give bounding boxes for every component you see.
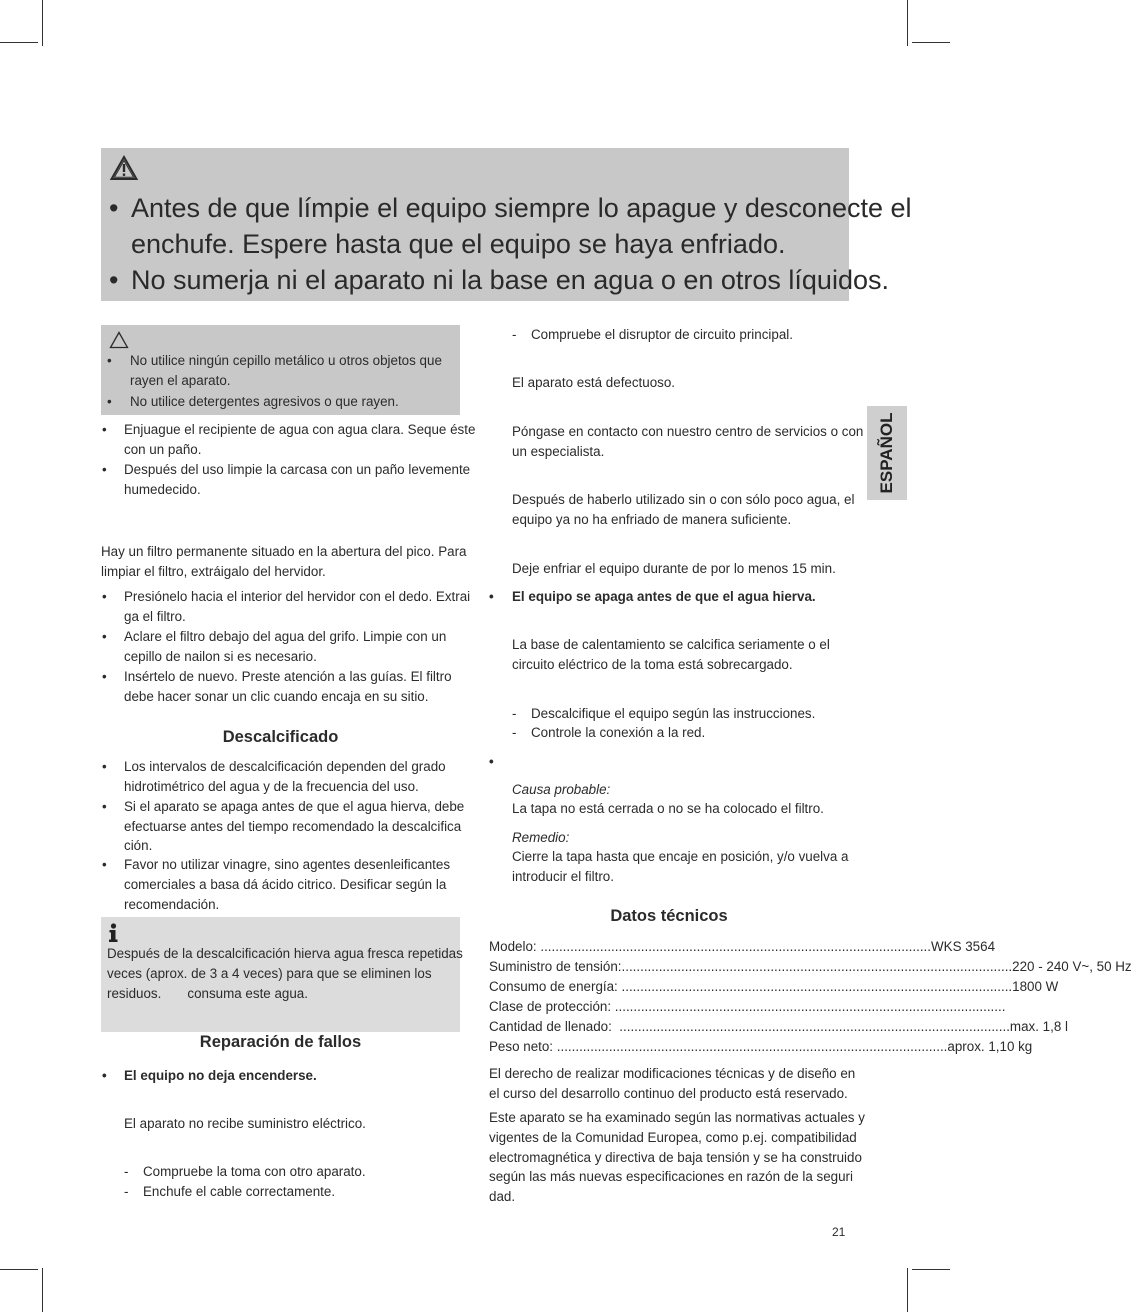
crop-mark (912, 1269, 950, 1270)
remedy-text: un especialista. (512, 444, 605, 459)
spec-row (489, 977, 1059, 997)
spec-leader: ......................................................................................................... (536, 939, 931, 954)
language-tab-label: ESPAÑOL (877, 412, 896, 494)
dash: - (124, 1164, 129, 1179)
trouble-title: El equipo se apaga antes de que el agua hierva. (512, 589, 816, 604)
remedy-item: Compruebe la toma con otro aparato. (143, 1164, 366, 1179)
spec-label: Modelo: (489, 939, 537, 954)
warning-text: Antes de que límpie el equipo siempre lo apague y desconecte el (131, 193, 912, 223)
bullet: • (102, 1068, 107, 1083)
info-text: Después de la descalcificación hierva agua fresca repetidas (107, 946, 463, 961)
spec-row (489, 937, 996, 957)
paragraph: limpiar el filtro, extráigalo del hervidor. (101, 564, 326, 579)
spec-value: WKS 3564 (931, 939, 996, 954)
language-tab (867, 406, 907, 500)
list-item: cepillo de nailon si es necesario. (124, 649, 317, 664)
list-item: Enjuague el recipiente de agua con agua clara. Seque éste (124, 422, 476, 437)
warning-text: enchufe. Espere hasta que el equipo se haya enfriado. (131, 229, 786, 259)
spec-leader: ......................................................................................................... (611, 999, 1006, 1014)
cause-label: Causa probable: (512, 782, 611, 797)
remedy-text: Póngase en contacto con nuestro centro de servicios o con (512, 424, 864, 439)
crop-mark (42, 1268, 43, 1312)
bullet: • (489, 589, 494, 604)
bullet: • (107, 353, 112, 368)
spec-row (489, 1017, 1068, 1037)
crop-mark (912, 42, 950, 43)
info-text: veces (aprox. de 3 a 4 veces) para que se eliminen los (107, 966, 432, 981)
list-item: Los intervalos de descalcificación dependen del grado (124, 759, 446, 774)
list-item: debe hacer sonar un clic cuando encaja en su sitio. (124, 689, 429, 704)
bullet: • (109, 193, 119, 223)
info-icon (108, 923, 118, 943)
bullet: • (102, 857, 107, 872)
list-item: Aclare el filtro debajo del agua del grifo. Limpie con un (124, 629, 447, 644)
list-item: No utilice detergentes agresivos o que rayen. (130, 394, 399, 409)
dash: - (512, 725, 517, 740)
list-item: No utilice ningún cepillo metálico u otros objetos que (130, 353, 442, 368)
crop-mark (0, 1269, 38, 1270)
bullet: • (107, 394, 112, 409)
list-item: recomendación. (124, 897, 220, 912)
spec-row (489, 957, 1132, 977)
remedy-text: Cierre la tapa hasta que encaje en posición, y/o vuelva a (512, 849, 849, 864)
list-item: efectuarse antes del tiempo recomendado la descalcifica (124, 819, 462, 834)
remedy-item: Controle la conexión a la red. (531, 725, 706, 740)
paragraph: dad. (489, 1189, 516, 1204)
info-text: residuos. consuma este agua. (107, 986, 308, 1001)
page-number: 21 (832, 1225, 846, 1239)
warning-triangle-icon (109, 331, 129, 349)
bullet: • (102, 759, 107, 774)
list-item: con un paño. (124, 442, 202, 457)
bullet: • (102, 799, 107, 814)
spec-row (489, 997, 1006, 1017)
trouble-cause: El aparato no recibe suministro eléctrico. (124, 1116, 366, 1131)
spec-leader: ......................................................................................................... (611, 1019, 1010, 1034)
trouble-cause: Después de haberlo utilizado sin o con sólo poco agua, el (512, 492, 855, 507)
spec-value: aprox. 1,10 kg (947, 1039, 1033, 1054)
trouble-cause: circuito eléctrico de la toma está sobrecargado. (512, 657, 793, 672)
bullet: • (102, 589, 107, 604)
crop-mark (907, 1268, 908, 1312)
warning-text: No sumerja ni el aparato ni la base en agua o en otros líquidos. (131, 265, 889, 295)
list-item: Favor no utilizar vinagre, sino agentes desenleificantes (124, 857, 451, 872)
dash: - (124, 1184, 129, 1199)
spec-leader: ......................................................................................................... (553, 1039, 948, 1054)
trouble-cause: La base de calentamiento se calcifica seriamente o el (512, 637, 830, 652)
list-item: rayen el aparato. (130, 373, 231, 388)
bullet: • (489, 754, 494, 769)
list-item: Insértelo de nuevo. Preste atención a las guías. El filtro (124, 669, 452, 684)
remedy-text: Deje enfriar el equipo durante de por lo menos 15 min. (512, 561, 836, 576)
spec-value: 220 - 240 V~, 50 Hz (1012, 959, 1132, 974)
paragraph: Hay un filtro permanente situado en la abertura del pico. Para (101, 544, 467, 559)
warning-triangle-icon (110, 155, 138, 181)
section-heading: Reparación de fallos (199, 1033, 362, 1051)
remedy-text: introducir el filtro. (512, 869, 614, 884)
list-item: humedecido. (124, 482, 201, 497)
remedy-label: Remedio: (512, 830, 570, 845)
remedy-item: Descalcifique el equipo según las instrucciones. (531, 706, 816, 721)
spec-label: Clase de protección: (489, 999, 612, 1014)
bullet: • (102, 422, 107, 437)
paragraph: El derecho de realizar modificaciones técnicas y de diseño en (489, 1066, 856, 1081)
crop-mark (0, 42, 38, 43)
crop-mark (42, 0, 43, 46)
spec-label: Suministro de tensión: (489, 959, 622, 974)
bullet: • (109, 265, 119, 295)
trouble-cause: La tapa no está cerrada o no se ha colocado el filtro. (512, 801, 824, 816)
list-item: Presiónelo hacia el interior del hervidor con el dedo. Extrai (124, 589, 471, 604)
bullet: • (102, 462, 107, 477)
cleaning-warning-box (101, 325, 460, 415)
info-box (101, 917, 463, 1032)
spec-value: 1800 W (1012, 979, 1059, 994)
spec-row (489, 1037, 1033, 1057)
list-item: hidrotimétrico del agua y de la frecuencia del uso. (124, 779, 419, 794)
spec-label: Cantidad de llenado: (489, 1019, 612, 1034)
bullet: • (102, 629, 107, 644)
trouble-title: El equipo no deja encenderse. (124, 1068, 317, 1083)
list-item: comerciales a basa dá ácido citrico. Desificar según la (124, 877, 447, 892)
list-item: Si el aparato se apaga antes de que el agua hierva, debe (124, 799, 465, 814)
trouble-cause: El aparato está defectuoso. (512, 375, 676, 390)
section-heading: Descalcificado (222, 728, 339, 746)
list-item: ga el filtro. (124, 609, 186, 624)
spec-value: max. 1,8 l (1009, 1019, 1068, 1034)
spec-label: Peso neto: (489, 1039, 554, 1054)
main-warning-box (101, 148, 912, 301)
paragraph: el curso del desarrollo continuo del producto está reservado. (489, 1086, 848, 1101)
spec-label: Consumo de energía: (489, 979, 618, 994)
crop-mark (907, 0, 908, 46)
paragraph: según las más nuevas especificaciones en razón de la seguri (489, 1169, 853, 1184)
dash: - (512, 327, 517, 342)
paragraph: vigentes de la Comunidad Europea, como p.ej. compatibilidad (489, 1130, 857, 1145)
remedy-item: Compruebe el disruptor de circuito principal. (531, 327, 793, 342)
paragraph: Este aparato se ha examinado según las normativas actuales y (489, 1110, 865, 1125)
spec-leader: ......................................................................................................... (621, 959, 1013, 974)
spec-leader: ......................................................................................................... (617, 979, 1013, 994)
list-item: Después del uso limpie la carcasa con un paño levemente (124, 462, 471, 477)
bullet: • (102, 669, 107, 684)
trouble-cause: equipo ya no ha enfriado de manera suficiente. (512, 512, 792, 527)
section-heading: Datos técnicos (610, 907, 728, 925)
paragraph: electromagnética y directiva de baja tensión y se ha construido (489, 1150, 862, 1165)
dash: - (512, 706, 517, 721)
list-item: ción. (124, 838, 153, 853)
remedy-item: Enchufe el cable correctamente. (143, 1184, 336, 1199)
